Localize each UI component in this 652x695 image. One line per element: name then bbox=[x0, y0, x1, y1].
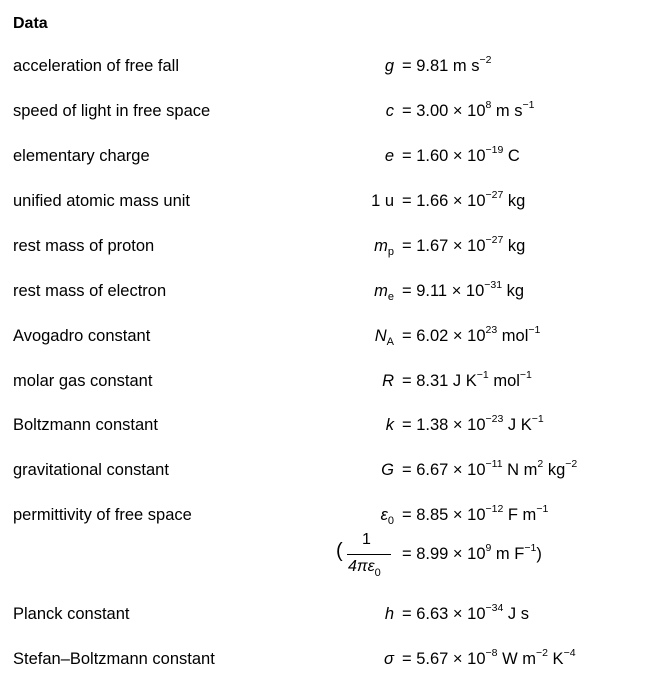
constant-value: = 9.81 m $s^{-2}$ bbox=[402, 54, 492, 75]
constant-label: rest mass of electron bbox=[13, 282, 167, 300]
constant-value: = $8.99 \times 10^9$ m $F^{-1}$) bbox=[402, 542, 542, 563]
constant-row-electron-mass bbox=[0, 280, 652, 304]
constant-value: = $1.66 \times 10^{-27}$ kg bbox=[402, 189, 526, 210]
constant-symbol: $\varepsilon_0$ bbox=[380, 506, 394, 527]
constant-label: rest mass of proton bbox=[13, 237, 155, 255]
constant-value: = $1.60 \times 10^{-19}$ C bbox=[402, 144, 520, 165]
constant-symbol: h bbox=[384, 605, 394, 623]
constant-label: acceleration of free fall bbox=[13, 57, 180, 75]
constant-row-speed-of-light bbox=[0, 100, 652, 124]
constant-symbol: $m_p$ bbox=[374, 237, 394, 258]
constant-row-free-fall bbox=[0, 55, 652, 79]
fraction-numerator: 1 bbox=[362, 531, 371, 548]
constant-value: = $9.11 \times 10^{-31}$ kg bbox=[402, 279, 525, 300]
constant-value: = $1.38 \times 10^{-23}$ J $K^{-1}$ bbox=[402, 413, 544, 434]
constant-symbol: R bbox=[382, 372, 394, 390]
constant-symbol: $m_e$ bbox=[374, 282, 394, 303]
constant-value: = $5.67 \times 10^{-8}$ W $m^{-2}$ $K^{-4}$ bbox=[402, 647, 576, 668]
constant-symbol: k bbox=[385, 416, 394, 434]
constant-label: gravitational constant bbox=[13, 461, 169, 479]
page-title: Data bbox=[13, 15, 48, 32]
constant-value: = $6.02 \times 10^{23}$ mol$^{-1}$ bbox=[402, 324, 541, 345]
constant-symbol: $N_A$ bbox=[374, 327, 394, 348]
constant-row-planck bbox=[0, 603, 652, 627]
constant-row-atomic-mass-unit bbox=[0, 190, 652, 214]
constant-row-gravitational bbox=[0, 459, 652, 483]
constant-value: = $3.00 \times 10^8$ m $s^{-1}$ bbox=[402, 99, 535, 120]
constant-label: Stefan–Boltzmann constant bbox=[13, 650, 215, 668]
fraction-denominator: $4\pi\varepsilon_0$ bbox=[348, 558, 381, 579]
constant-value: = $1.67 \times 10^{-27}$ kg bbox=[402, 234, 526, 255]
constant-label: unified atomic mass unit bbox=[13, 192, 190, 210]
constant-symbol: σ bbox=[384, 650, 394, 668]
constant-label: speed of light in free space bbox=[13, 102, 211, 120]
constant-symbol: G bbox=[381, 461, 394, 479]
constant-row-permittivity bbox=[0, 504, 652, 528]
constant-row-molar-gas bbox=[0, 370, 652, 394]
constant-value: = 8.31 J $K^{-1}$ mol$^{-1}$ bbox=[402, 369, 532, 390]
constant-row-avogadro bbox=[0, 325, 652, 349]
constant-label: Avogadro constant bbox=[13, 327, 151, 345]
constant-row-elementary-charge bbox=[0, 145, 652, 169]
constant-row-proton-mass bbox=[0, 235, 652, 259]
constant-value: = $6.63 \times 10^{-34}$ J s bbox=[402, 602, 529, 623]
constant-value: = $8.85 \times 10^{-12}$ F $m^{-1}$ bbox=[402, 503, 549, 524]
constant-symbol: e bbox=[384, 147, 394, 165]
constant-label: permittivity of free space bbox=[13, 506, 192, 524]
constant-row-stefan-boltzmann bbox=[0, 648, 652, 672]
constant-symbol: 1 u bbox=[371, 192, 394, 210]
constant-symbol: c bbox=[385, 102, 394, 120]
constant-label: elementary charge bbox=[13, 147, 150, 165]
constant-label: molar gas constant bbox=[13, 372, 153, 390]
constant-label: Planck constant bbox=[13, 605, 130, 623]
constant-value: = $6.67 \times 10^{-11}$ N $m^2$ $kg^{-2}$ bbox=[402, 458, 578, 479]
constant-symbol: g bbox=[384, 57, 394, 75]
constant-label: Boltzmann constant bbox=[13, 416, 158, 434]
constant-row-boltzmann bbox=[0, 414, 652, 438]
open-paren: ( bbox=[336, 540, 343, 562]
constant-row-coulomb bbox=[0, 543, 652, 567]
